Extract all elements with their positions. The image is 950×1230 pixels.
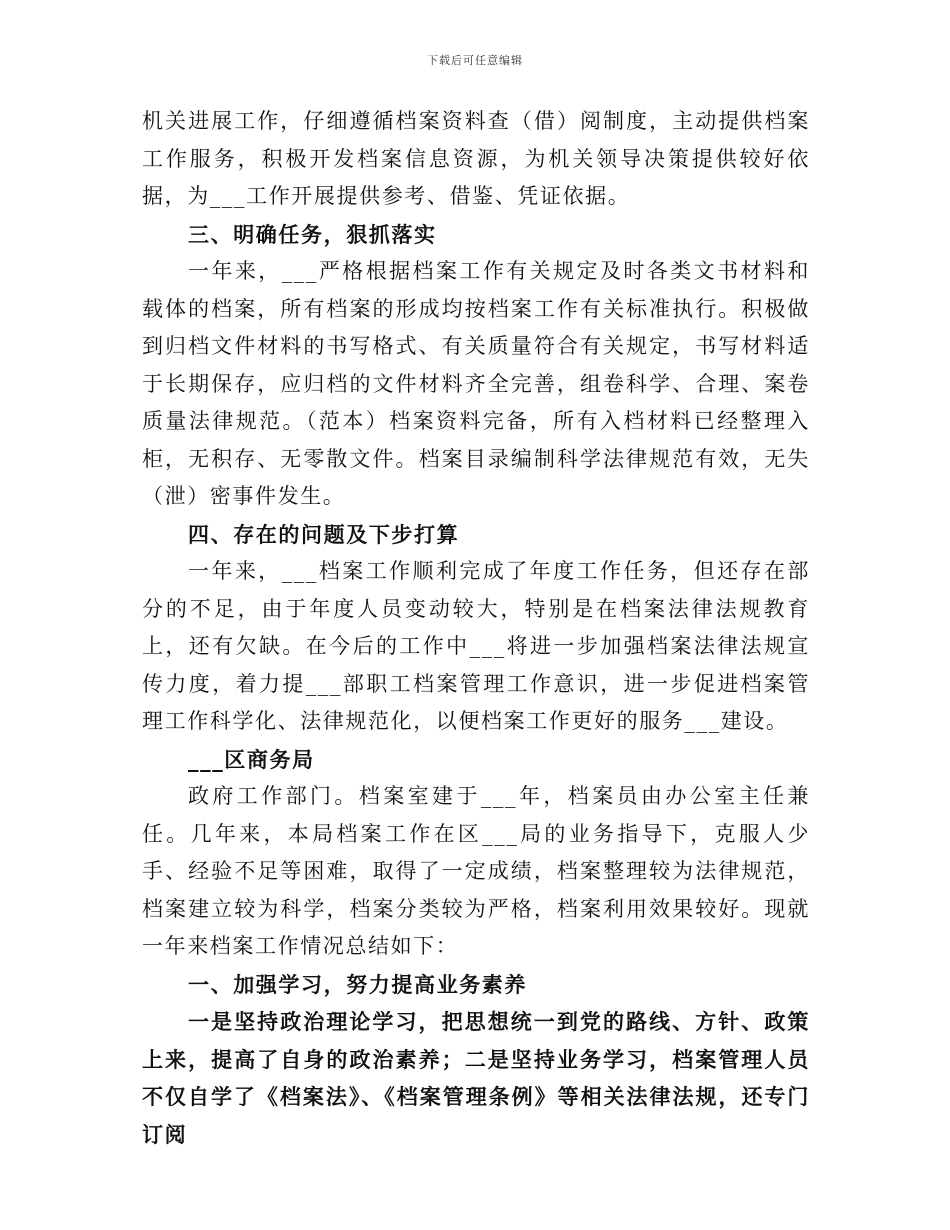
page-header: 下载后可任意编辑 bbox=[427, 54, 523, 67]
paragraph-problems: 一年来，___档案工作顺利完成了年度工作任务，但还存在部分的不足，由于年度人员变动较大，特别是在档案法律法规教育上，还有欠缺。在今后的工作中___将进一步加强档案法律法规宣传力度，着力提___部职工档案管理工作意识，进一步促进档案管理工作科学化、法律规范化，以便档案工作更好的服务___建设。 bbox=[142, 559, 810, 733]
paragraph-study: 一是坚持政治理论学习，把思想统一到党的路线、方针、政策上来，提高了自身的政治素养；二是坚持业务学习，档案管理人员不仅自学了《档案法》、《档案管理条例》等相关法律法规，还专门订阅 bbox=[142, 1009, 810, 1147]
bureau-title: ___区商务局 bbox=[188, 746, 315, 772]
paragraph-bureau-intro: 政府工作部门。档案室建于___年，档案员由办公室主任兼任。几年来，本局档案工作在区___局的业务指导下，克服人少手、经验不足等困难，取得了一定成绩，档案整理较为法律规范，档案建立较为科学，档案分类较为严格，档案利用效果较好。现就一年来档案工作情况总结如下： bbox=[142, 784, 810, 958]
section-heading-4: 四、存在的问题及下步打算 bbox=[188, 521, 460, 547]
section-heading-1: 一、加强学习，努力提高业务素养 bbox=[188, 971, 527, 997]
document-body bbox=[142, 103, 810, 1153]
paragraph-continuation: 机关进展工作，仔细遵循档案资料查（借）阅制度，主动提供档案工作服务，积极开发档案信息资源，为机关领导决策提供较好依据，为___工作开展提供参考、借鉴、凭证依据。 bbox=[142, 109, 810, 208]
paragraph-tasks: 一年来，___严格根据档案工作有关规定及时各类文书材料和载体的档案，所有档案的形成均按档案工作有关标准执行。积极做到归档文件材料的书写格式、有关质量符合有关规定，书写材料适于长期保存，应归档的文件材料齐全完善，组卷科学、合理、案卷质量法律规范。（范本）档案资料完备，所有入档材料已经整理入柜，无积存、无零散文件。档案目录编制科学法律规范有效，无失（泄）密事件发生。 bbox=[142, 259, 810, 508]
section-heading-3: 三、明确任务，狠抓落实 bbox=[188, 221, 437, 247]
